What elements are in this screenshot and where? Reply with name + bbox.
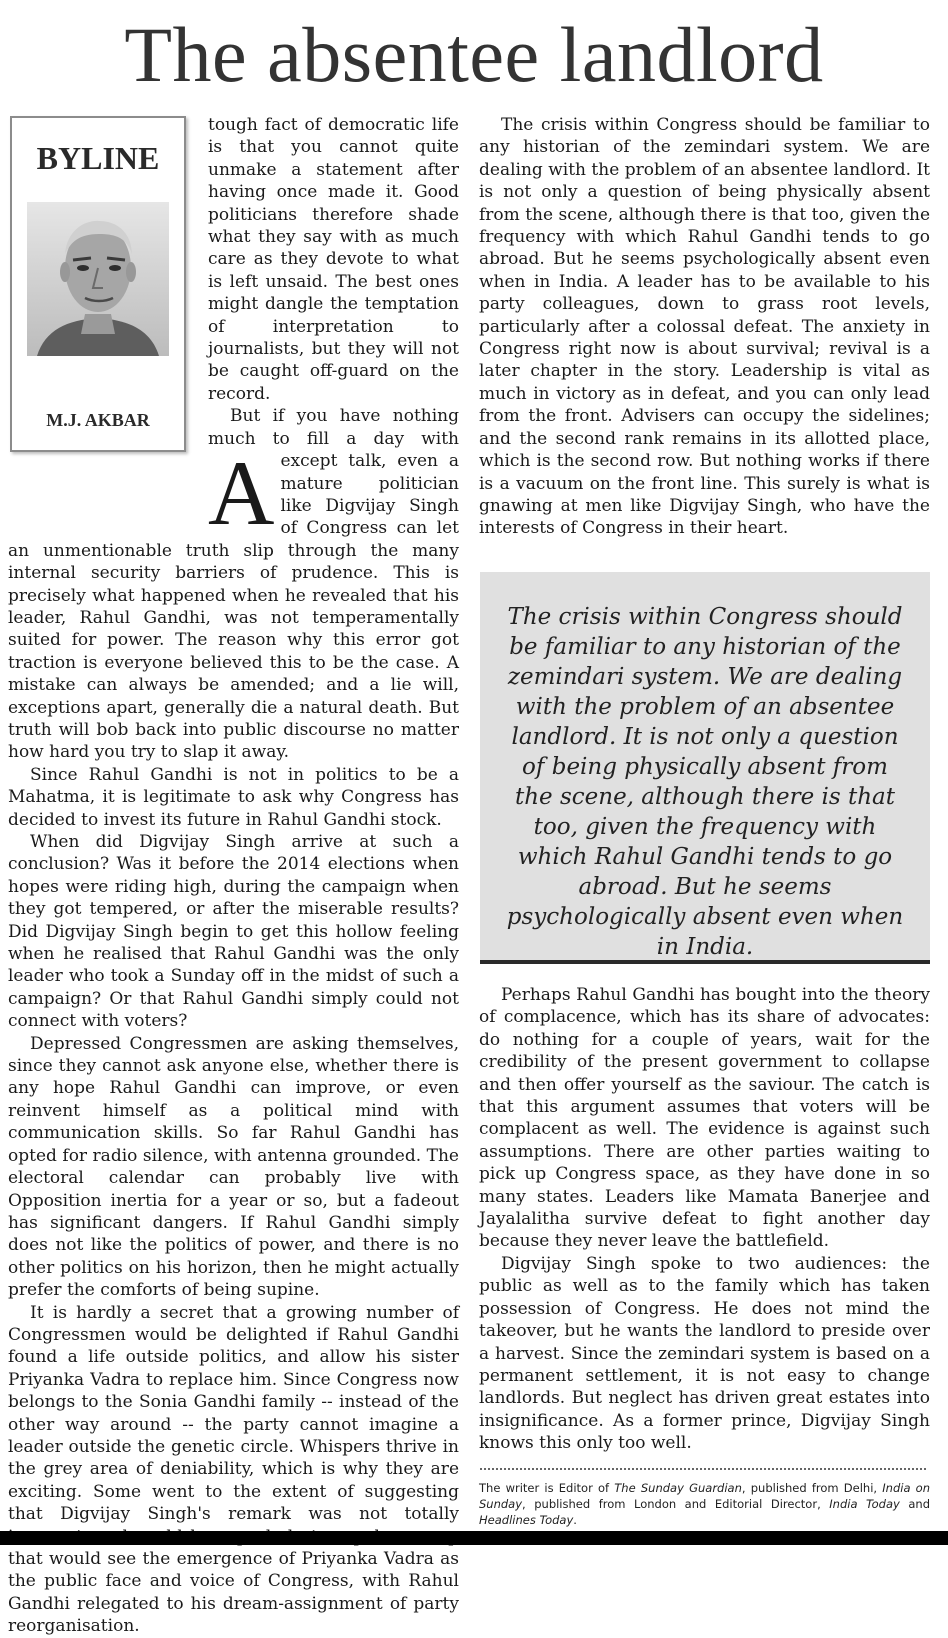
article-column-right-top xyxy=(479,114,930,564)
article-column-right-bottom xyxy=(479,984,930,1454)
article-paragraph-8: Perhaps Rahul Gandhi has bought into the theory of complacence, which has its share of advocates: do nothing for a couple of years, wait for the credibility of the present government to collapse and then offer yourself as the saviour. The catch is that this argument assumes that voters will be complacent as well. The evidence is against such assumptions. There are other parties waiting to pick up Congress space, as they have done in so many states. Leaders like Mamata Banerjee and Jayalalitha survive defeat to fight another day because they never leave the battlefield. xyxy=(479,985,930,1252)
article-paragraph-7: The crisis within Congress should be familiar to any historian of the zemindari system. We are dealing with the problem of an absentee landlord. It is not only a question of being physically absent from the scene, although there is that too, given the frequency with which Rahul Gandhi tends to go abroad. But he seems psychologically absent even when in India. A leader has to be available to his party colleagues, down to grass root levels, particularly after a colossal defeat. The anxiety in Congress right now is about survival; revival is a later chapter in the story. Leadership is vital as much in victory as in defeat, and you can only lead from the front. Advisers can occupy the sidelines; and the second rank remains in its allotted place, which is the second row. But nothing works if there is a vacuum on the front line. This surely is what is gnawing at men like Digvijay Singh, who have the interests of Congress in their heart. xyxy=(479,115,930,539)
article-paragraph-2: But if you have nothing much to fill a day with except talk, even a mature politician like Digvijay Singh of Congress can let an unmentionable truth slip through the many internal security barriers of prudence. This is precisely what happened when he revealed that his leader, Rahul Gandhi, was not temperamentally suited for power. The reason why this error got traction is everyone believed this to be the case. A mistake can always be amended; and a lie will, exceptions apart, generally die a natural death. But truth will bob back into public discourse no matter how hard you try to slap it away. xyxy=(8,406,459,763)
article-paragraph-4: When did Digvijay Singh arrive at such a conclusion? Was it before the 2014 elections when hopes were riding high, during the campaign when they got tempered, or after the miserable results? Did Digvijay Singh begin to get this hollow feeling when he realised that Rahul Gandhi was the only leader who took a Sunday off in the midst of such a campaign? Or that Rahul Gandhi simply could not connect with voters? xyxy=(8,832,459,1032)
page-bottom-bar xyxy=(0,1531,948,1545)
article-paragraph-1: A tough fact of democratic life is that you cannot quite unmake a statement after having once made it. Good politicians therefore shade what they say with as much care as they devote to what is left unsaid. The best ones might dangle the temptation of interpretation to journalists, but they will not be caught off-guard on the record. xyxy=(208,115,459,544)
article-paragraph-5: Depressed Congressmen are asking themselves, since they cannot ask anyone else, whether there is any hope Rahul Gandhi can improve, or even reinvent himself as a political mind with communication skills. So far Rahul Gandhi has opted for radio silence, with antenna grounded. The electoral calendar can probably live with Opposition inertia for a year or so, but a fadeout has significant dangers. If Rahul Gandhi simply does not like the politics of power, and there is no other politics on his horizon, then he might actually prefer the comforts of being supine. xyxy=(8,1033,459,1301)
article-paragraph-3: Since Rahul Gandhi is not in politics to be a Mahatma, it is legitimate to ask why Congress has decided to invest its future in Rahul Gandhi stock. xyxy=(8,764,459,830)
footnote-divider xyxy=(480,1468,926,1470)
pull-quote-text: The crisis within Congress should be familiar to any historian of the zemindari system. We are dealing with the problem of an absentee landlord. It is not only a question of being physically absent from the scene, although there is that too, given the frequency with which Rahul Gandhi tends to go abroad. But he seems psychologically absent even when in India. xyxy=(506,604,904,960)
author-name: M.J. AKBAR xyxy=(46,410,150,430)
pull-quote-box xyxy=(480,572,930,964)
byline-label: BYLINE xyxy=(36,140,160,176)
article-paragraph-6: It is hardly a secret that a growing number of Congressmen would be delighted if Rahul Gandhi found a life outside politics, and allow his sister Priyanka Vadra to replace him. Since Congress now belongs to the Sonia Gandhi family -- instead of the other way around -- the party cannot imagine a leader outside the genetic circle. Whispers thrive in the grey area of deniability, which is why they are exciting. Some went to the extent of suggesting that Digvijay Singh's remark was not totally that would see the emergence of Priyanka Vadra as the public face and voice of Congress, with Rahul Gandhi relegated to his dream-assignment of party reorganisation. xyxy=(8,1302,459,1637)
author-footnote: The writer is Editor of The Sunday Guardian, published from Delhi, India on Sunday, published from London and Editorial Director, India Today and Headlines Today. xyxy=(479,1481,931,1527)
article-paragraph-9: Digvijay Singh spoke to two audiences: the public as well as to the family which has taken possession of Congress. He does not mind the takeover, but he wants the landlord to preside over a harvest. Since the zemindari system is based on a permanent settlement, it is not easy to change landlords. But neglect has driven great estates into insignificance. As a former prince, Digvijay Singh knows this only too well. xyxy=(479,1253,930,1454)
article-headline: The absentee landlord xyxy=(124,11,824,98)
article-column-left xyxy=(8,114,459,1637)
drop-cap: A xyxy=(208,442,275,544)
